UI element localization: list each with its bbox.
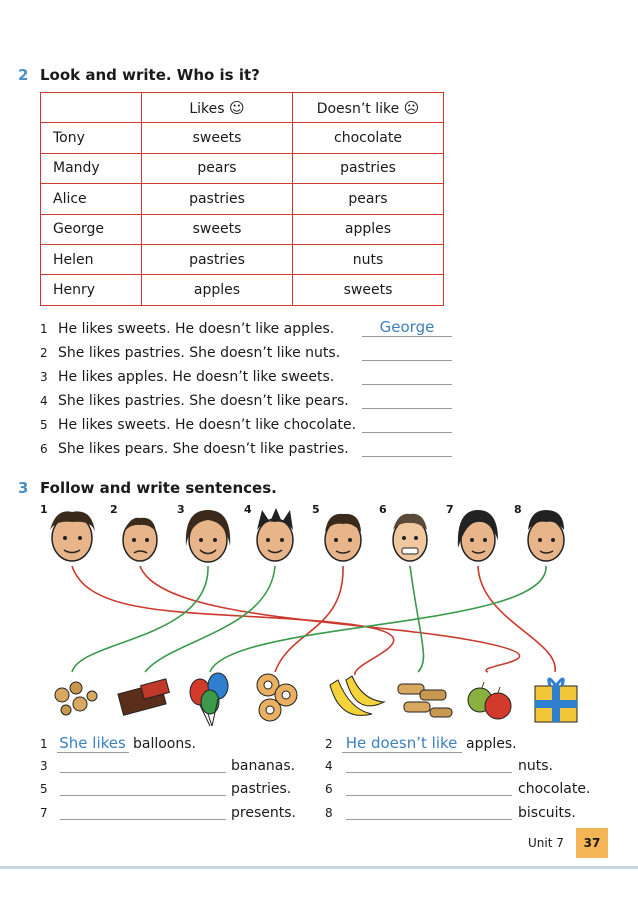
bananas-icon [330,676,384,715]
answer-line-3[interactable] [362,368,452,385]
header-likes: Likes ☺ [142,93,293,123]
face-number: 1 [40,503,48,516]
table-row [41,123,444,153]
answer-line-2[interactable] [362,344,452,361]
sentence-6-answer-line[interactable] [346,794,512,796]
sentence-5-answer-line[interactable] [60,794,226,796]
table-row [41,275,444,305]
question-2: 2 She likes pastries. She doesn’t like nuts. [40,345,341,361]
likes-table [40,92,444,306]
face-number: 5 [312,503,320,516]
sentence-8-answer-line[interactable] [346,818,512,820]
nuts-icon [55,682,97,715]
row-name: Tony [41,123,142,153]
sentence-2-answer[interactable]: He doesn’t like [342,734,462,753]
table-row [41,244,444,274]
face-number: 2 [110,503,118,516]
row-dislikes: apples [293,214,444,244]
sentence-4-answer-line[interactable] [346,771,512,773]
row-dislikes: nuts [293,244,444,274]
row-dislikes: pastries [293,153,444,183]
face-4-icon [257,508,293,561]
sentence-3-answer-line[interactable] [60,771,226,773]
table-row [41,153,444,183]
question-1: 1 He likes sweets. He doesn’t like apples. [40,321,335,337]
row-likes: sweets [142,214,293,244]
face-2-icon [123,518,157,561]
header-dislikes: Doesn’t like ☹ [293,93,444,123]
header-name [41,93,142,123]
question-4: 4 She likes pastries. She doesn’t like pears. [40,393,349,409]
row-name: Henry [41,275,142,305]
sentence-6-end: chocolate. [518,781,591,797]
bottom-rule [0,866,638,869]
face-5-icon [325,514,361,561]
row-likes: apples [142,275,293,305]
row-name: Helen [41,244,142,274]
face-number: 6 [379,503,387,516]
sentence-3-end: bananas. [231,758,296,774]
answer-line-6[interactable] [362,440,452,457]
sentence-4-end: nuts. [518,758,553,774]
sentence-8: 8 [325,806,333,820]
sentence-3: 3 [40,759,48,773]
table-row [41,214,444,244]
face-7-icon [458,510,498,561]
row-name: Mandy [41,153,142,183]
pastries-icon [398,684,452,717]
face-number: 8 [514,503,522,516]
face-6-icon [393,514,427,561]
face-1-icon [50,511,95,561]
balloons-icon [190,673,228,726]
sentence-8-end: biscuits. [518,805,576,821]
answer-line-4[interactable] [362,392,452,409]
answer-1[interactable]: George [379,318,435,336]
sentence-1: 1 She likes balloons. [40,734,196,752]
question-3: 3 He likes apples. He doesn’t like sweets. [40,369,335,385]
chocolate-icon [118,679,169,715]
sentence-7: 7 [40,806,48,820]
face-number: 4 [244,503,252,516]
row-likes: pears [142,153,293,183]
unit-label: Unit 7 [528,836,564,850]
answer-line-1[interactable] [362,320,452,337]
section-2-title: Look and write. Who is it? [40,66,260,84]
face-3-icon [186,510,230,562]
answer-line-5[interactable] [362,416,452,433]
row-likes: pastries [142,244,293,274]
question-6: 6 She likes pears. She doesn’t like pastries. [40,441,349,457]
section-3-number: 3 [18,479,29,497]
row-name: Alice [41,184,142,214]
sentence-5-end: pastries. [231,781,292,797]
row-dislikes: chocolate [293,123,444,153]
apples-icon [468,682,511,719]
frown-icon: ☹ [403,98,420,117]
face-number: 7 [446,503,454,516]
table-row [41,184,444,214]
present-icon [535,679,577,722]
section-2-number: 2 [18,66,29,84]
rings-biscuits-icon [257,674,297,721]
sentence-7-answer-line[interactable] [60,818,226,820]
connecting-lines [72,566,555,675]
sentence-2: 2 He doesn’t like apples. [325,734,517,752]
row-name: George [41,214,142,244]
table-header-row [41,93,444,123]
sentence-5: 5 [40,782,48,796]
row-dislikes: pears [293,184,444,214]
sentence-6: 6 [325,782,333,796]
face-8-icon [528,510,564,561]
question-5: 5 He likes sweets. He doesn’t like chocolate. [40,417,357,433]
smiley-icon: ☺ [229,98,245,117]
row-likes: sweets [142,123,293,153]
sentence-4: 4 [325,759,333,773]
row-likes: pastries [142,184,293,214]
sentence-7-end: presents. [231,805,296,821]
face-number: 3 [177,503,185,516]
row-dislikes: sweets [293,275,444,305]
section-3-title: Follow and write sentences. [40,479,277,497]
page-number: 37 [576,828,608,858]
follow-lines-illustration [0,500,638,730]
sentence-1-answer[interactable]: She likes [57,734,129,753]
